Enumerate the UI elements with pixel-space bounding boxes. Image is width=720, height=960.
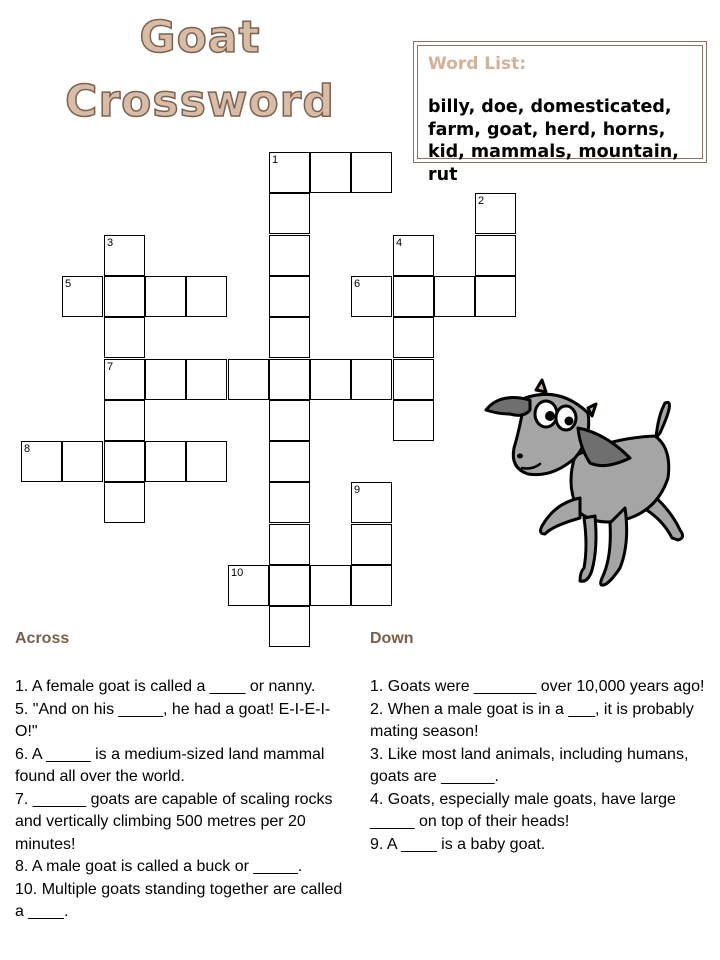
grid-cell[interactable] [145, 359, 186, 400]
grid-cell[interactable] [104, 317, 145, 358]
grid-cell[interactable] [104, 276, 145, 317]
grid-cell[interactable] [104, 441, 145, 482]
grid-cell[interactable] [145, 441, 186, 482]
grid-cell[interactable] [62, 441, 103, 482]
down-clue-1: 1. Goats were _______ over 10,000 years ago! [370, 678, 705, 695]
clue-number: 10 [231, 567, 244, 579]
grid-cell[interactable] [310, 565, 351, 606]
grid-cell[interactable] [434, 276, 475, 317]
grid-cell[interactable] [269, 276, 310, 317]
grid-cell[interactable] [228, 359, 269, 400]
grid-cell[interactable] [186, 276, 227, 317]
down-clues [370, 676, 718, 856]
grid-cell[interactable] [104, 400, 145, 441]
grid-cell[interactable] [269, 441, 310, 482]
grid-cell[interactable] [475, 276, 516, 317]
grid-cell[interactable] [104, 235, 145, 276]
page-title-line-2: Crossword [65, 76, 335, 127]
grid-cell[interactable] [351, 482, 392, 523]
page-title-line-1: Goat [139, 12, 261, 63]
grid-cell[interactable] [351, 152, 392, 193]
across-clues [15, 676, 350, 924]
clue-number: 1 [272, 154, 279, 166]
down-heading: Down [370, 630, 414, 647]
clue-number: 2 [478, 195, 485, 207]
grid-cell[interactable] [393, 359, 434, 400]
down-clue-9: 9. A ____ is a baby goat. [370, 835, 546, 853]
grid-cell[interactable] [475, 193, 516, 234]
grid-cell[interactable] [351, 276, 392, 317]
clue-number: 5 [65, 278, 72, 290]
grid-cell[interactable] [269, 152, 310, 193]
grid-cell[interactable] [351, 565, 392, 606]
grid-cell[interactable] [186, 359, 227, 400]
grid-cell[interactable] [269, 317, 310, 358]
clue-number: 9 [354, 484, 361, 496]
word-list-words: billy, doe, domesticated, farm, goat, herd, horns, kid, mammals, mountain, rut [428, 97, 679, 185]
down-clue-4: 4. Goats, especially male goats, have large _____ on top of their heads! [370, 790, 676, 830]
grid-cell[interactable] [62, 276, 103, 317]
grid-cell[interactable] [310, 359, 351, 400]
clue-number: 4 [396, 237, 403, 249]
down-clue-3: 3. Like most land animals, including humans, goats are ______. [370, 745, 689, 785]
clue-number: 7 [107, 361, 114, 373]
grid-cell[interactable] [269, 359, 310, 400]
across-clue-7: 7. ______ goats are capable of scaling rocks and vertically climbing 500 metres per 20 minutes! [15, 790, 333, 853]
down-clue-2: 2. When a male goat is in a ___, it is probably mating season! [370, 700, 694, 740]
across-clue-8: 8. A male goat is called a buck or _____. [15, 858, 303, 875]
grid-cell[interactable] [269, 193, 310, 234]
grid-cell[interactable] [21, 441, 62, 482]
grid-cell[interactable] [145, 276, 186, 317]
grid-cell[interactable] [351, 524, 392, 565]
grid-cell[interactable] [228, 565, 269, 606]
grid-cell[interactable] [104, 359, 145, 400]
grid-cell[interactable] [269, 482, 310, 523]
grid-cell[interactable] [393, 400, 434, 441]
across-clue-1: 1. A female goat is called a ____ or nanny. [15, 678, 316, 695]
grid-cell[interactable] [475, 235, 516, 276]
word-list-label: Word List: [428, 54, 526, 74]
clue-number: 8 [24, 443, 31, 455]
across-clue-10: 10. Multiple goats standing together are called a ____. [15, 880, 343, 920]
grid-cell[interactable] [104, 482, 145, 523]
grid-cell[interactable] [269, 565, 310, 606]
grid-cell[interactable] [269, 524, 310, 565]
grid-cell[interactable] [269, 235, 310, 276]
grid-cell[interactable] [186, 441, 227, 482]
grid-cell[interactable] [269, 400, 310, 441]
grid-cell[interactable] [269, 606, 310, 647]
clue-number: 3 [107, 237, 114, 249]
word-list-box [413, 41, 707, 185]
grid-cell[interactable] [393, 317, 434, 358]
across-clue-6: 6. A _____ is a medium-sized land mammal found all over the world. [15, 745, 325, 785]
grid-cell[interactable] [351, 359, 392, 400]
across-heading: Across [15, 630, 70, 647]
grid-cell[interactable] [393, 235, 434, 276]
cartoon-goat-icon [480, 378, 690, 593]
clue-number: 6 [354, 278, 361, 290]
grid-cell[interactable] [393, 276, 434, 317]
word-list-inner-border [417, 45, 703, 185]
grid-cell[interactable] [310, 152, 351, 193]
across-clue-5: 5. "And on his _____, he had a goat! E-I-E-I-O!" [15, 700, 331, 740]
